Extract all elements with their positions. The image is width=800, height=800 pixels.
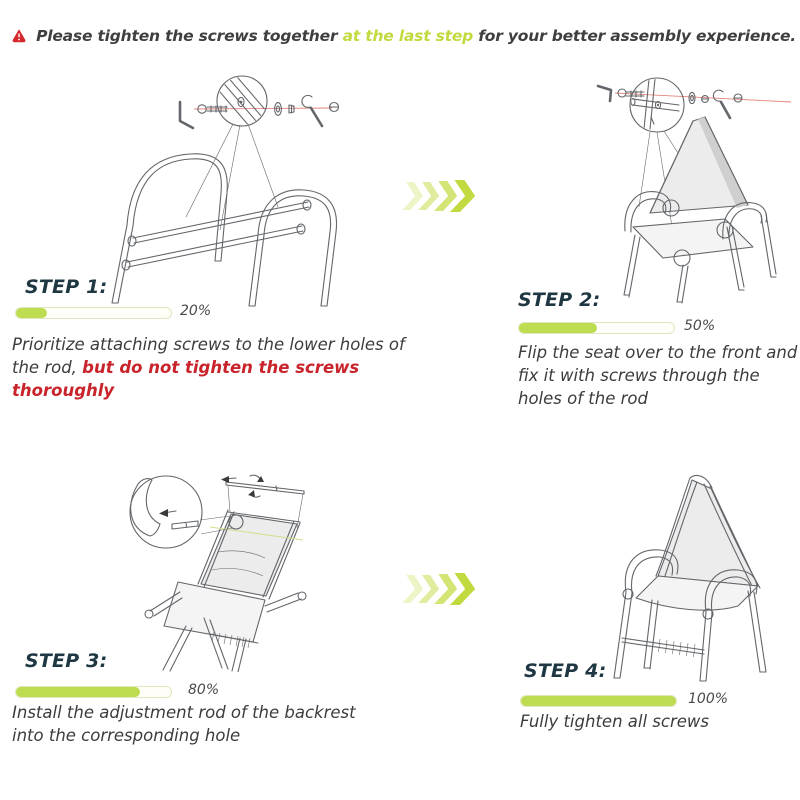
- allen-key-icon: [598, 86, 611, 101]
- step2-progress-label: 50%: [684, 318, 716, 334]
- cap-nut-icon: [734, 94, 742, 102]
- step2-description: [518, 341, 800, 410]
- warning-triangle-icon: [12, 22, 26, 49]
- step1-description-warning: but do not tighten the screws thoroughly: [12, 358, 360, 400]
- step3-description: [12, 701, 357, 747]
- zoom-detail-circle: [630, 78, 684, 132]
- step2-heading: STEP 2:: [518, 289, 601, 311]
- step2-description-normal: Flip the seat over to the front and fix it with screws through the holes of the rod: [518, 343, 798, 408]
- wrench-icon: [302, 95, 322, 126]
- adjustment-rod: [221, 475, 304, 497]
- spacer-icon: [289, 105, 294, 113]
- step1-description: [12, 333, 408, 402]
- step3-heading: STEP 3:: [25, 650, 108, 672]
- cap-nut-icon: [330, 103, 339, 112]
- chair-line-art: [624, 117, 776, 303]
- next-step-chevrons-icon: [397, 176, 475, 216]
- step3-illustration-tilted-chair: [60, 432, 370, 672]
- step2-progress-bar: [518, 322, 675, 334]
- warning-text-highlight: at the last step: [342, 26, 474, 45]
- chair-line-art: [145, 510, 306, 672]
- warning-header: [12, 22, 796, 49]
- step1-description-normal: Prioritize attaching screws to the lower holes of the rod,: [12, 335, 405, 377]
- chair-line-art: [614, 475, 766, 681]
- step1-progress-bar: [15, 307, 172, 319]
- step4-illustration-assembled-chair: [540, 428, 800, 686]
- step1-heading: STEP 1:: [25, 276, 108, 298]
- chair-frame-line-art: [112, 154, 337, 306]
- step4-progress-label: 100%: [688, 691, 729, 707]
- warning-text-pre: Please tighten the screws together: [36, 26, 343, 45]
- step3-progress-fill: [16, 687, 140, 697]
- allen-key-icon: [180, 102, 193, 128]
- step3-description-normal: Install the adjustment rod of the backrest into the corresponding hole: [12, 703, 356, 745]
- step1-illustration-chair-frame: [70, 55, 380, 310]
- step3-progress-bar: [15, 686, 172, 698]
- step1-progress-fill: [16, 308, 47, 318]
- wrench-icon: [713, 90, 730, 118]
- nut-icon: [702, 96, 709, 103]
- step4-description: [520, 710, 800, 733]
- step4-progress-bar: [520, 695, 677, 707]
- leader-lines: [186, 124, 278, 230]
- step4-heading: STEP 4:: [524, 660, 607, 682]
- next-step-chevrons-icon: [397, 569, 475, 609]
- warning-header-text: [36, 27, 796, 45]
- washer-icon: [275, 103, 282, 116]
- zoom-detail-circle: [214, 71, 268, 127]
- step3-progress-label: 80%: [188, 682, 220, 698]
- step4-description-normal: Fully tighten all screws: [520, 712, 709, 731]
- warning-text-post: for your better assembly experience.: [473, 26, 796, 45]
- step1-progress-label: 20%: [180, 303, 212, 319]
- washer-icon: [689, 92, 695, 103]
- step4-progress-fill: [521, 696, 676, 706]
- step2-progress-fill: [519, 323, 597, 333]
- step2-illustration-chair-with-seat: [565, 55, 800, 305]
